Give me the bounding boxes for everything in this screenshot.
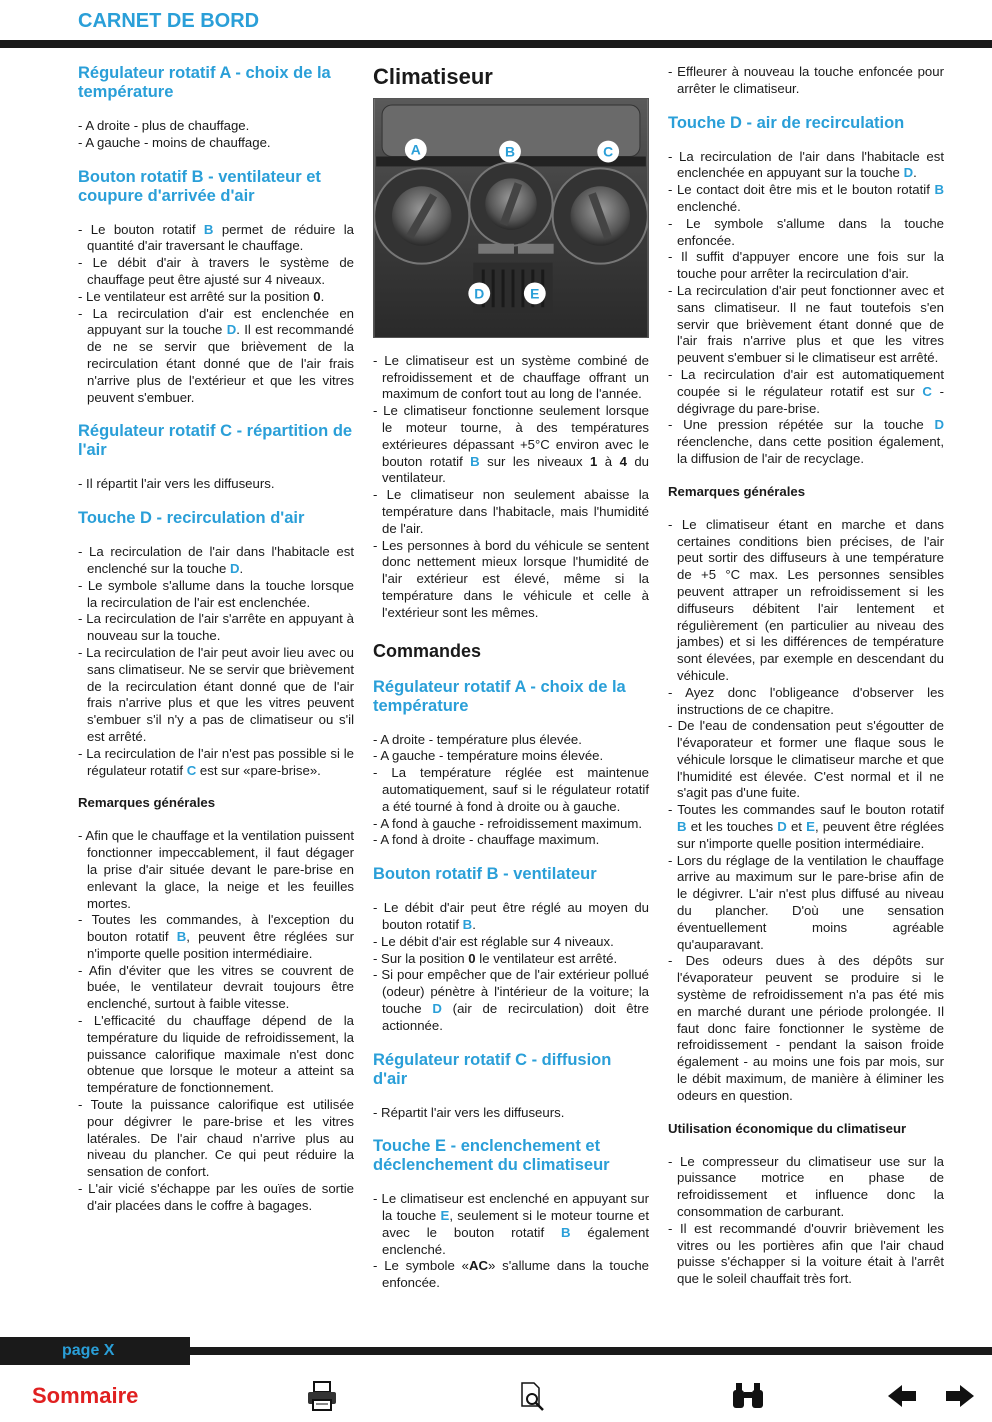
text-run: - La recirculation d'air est automatiquement coupée si le régulateur rotatif est sur	[668, 366, 944, 399]
photo-label-d: D	[474, 285, 485, 302]
list	[373, 1191, 649, 1292]
emphasis-text: B	[176, 929, 187, 945]
header-title: CARNET DE BORD	[78, 10, 260, 32]
list	[78, 544, 354, 779]
printer-icon[interactable]	[306, 1380, 338, 1412]
list-item	[668, 1154, 944, 1221]
list-item	[668, 182, 944, 216]
heading-bouton-b: Bouton rotatif B - ventilateur	[373, 865, 597, 884]
text-run: - A droite - température plus élevée.	[373, 731, 582, 747]
text-run: - Une pression répétée sur la touche	[668, 417, 935, 433]
text-run: sur les niveaux	[479, 453, 591, 469]
text-run: le ventilateur est arrêté.	[475, 950, 618, 966]
emphasis-text: 4	[619, 453, 627, 469]
text-run: - dégivrage du pare-brise.	[677, 383, 944, 416]
emphasis-text: AC	[468, 1258, 488, 1274]
emphasis-text: D	[432, 1000, 442, 1016]
list-item	[373, 832, 649, 849]
photo-label-a: A	[410, 141, 421, 158]
text-run: - L'efficacité du chauffage dépend de la température du liquide de refroidissement, la puissance calorifique maximale n'est donc obtenue que lorsque le moteur a atteint sa température de fonctionnement.	[78, 1013, 354, 1096]
text-run: - Le climatiseur non seulement abaisse la température dans l'habitacle, mais l'humidité de l'air.	[373, 487, 649, 536]
list-item	[78, 306, 354, 407]
heading-regulateur-a: Régulateur rotatif A - choix de la température	[373, 677, 626, 715]
text-run: - La recirculation de l'air peut avoir lieu avec ou sans climatiseur. Ne se servir que brièvement de la recirculation étant donné que de l'air frais n'arrive plus et que les vitres peuvent s'embuer s'il n'y a pas de climatiseur ou s'il est arrêté.	[78, 644, 354, 744]
text-run: - Si pour empêcher que de l'air extérieur pollué (odeur) pénètre à l'intérieur de la voiture; la touche	[373, 967, 649, 1016]
list-item	[373, 353, 649, 403]
text-run: .	[913, 165, 917, 181]
heading-regulateur-c: Régulateur rotatif C - répartition de l'air	[78, 422, 353, 460]
text-run: - La recirculation d'air peut fonctionner avec et sans climatiseur. Il ne faut toutefois s'en servir que brièvement étant donné que de l'air frais n'arrive plus et que les vitres peuvent s'embuer si le climatiseur est arrêté.	[668, 282, 944, 366]
list-item	[668, 149, 944, 183]
text-run: - Il répartit l'air vers les diffuseurs.	[78, 476, 275, 492]
text-run: - Le symbole s'allume dans la touche lorsque la recirculation de l'air est enclenchée.	[78, 577, 354, 610]
text-run: du ventilateur.	[382, 453, 649, 486]
text-run: - Afin d'éviter que les vitres se couvrent de buée, le ventilateur devrait toujours être enclenché, surtout à faible vitesse.	[78, 962, 354, 1012]
text-run: - Le débit d'air peut être réglé au moyen du bouton rotatif	[373, 900, 649, 932]
list-item	[78, 255, 354, 289]
list-item	[78, 578, 354, 612]
text-run: - L'air vicié s'échappe par les ouïes de sortie d'air placées dans le coffre à bagages.	[78, 1181, 354, 1213]
list-item	[373, 765, 649, 815]
list-item	[668, 417, 944, 467]
text-run: - Lors du réglage de la ventilation le chauffage arrive au maximum sur le pare-brise afin de le dégivrer. L'air n'est plus diffusé au niveau du plancher. D'où une sensation éventuellement moins agréable qu'auparavant.	[668, 852, 944, 952]
list-item	[373, 900, 649, 934]
list-item	[668, 953, 944, 1104]
list-item	[668, 685, 944, 719]
list-item	[668, 517, 944, 685]
arrow-left-icon[interactable]	[886, 1380, 918, 1412]
button-e-shape	[518, 244, 554, 254]
emphasis-text: E	[440, 1208, 450, 1224]
emphasis-text: D	[903, 165, 914, 181]
knob-a	[374, 168, 469, 263]
text-run: .	[239, 560, 244, 576]
text-run: - Le climatiseur étant en marche et dans certaines conditions bien précises, de l'air peut sortir des diffuseurs à une température de +5 °C max. Les personnes sensibles peuvent attraper un refroidissement si les diffuseurs débitent l'air lentement et régulièrement (en particulier au niveau des jambes) et si les différences de température sont élevées, par exemple en descendant du véhicule.	[668, 516, 944, 683]
emphasis-text: D	[934, 417, 944, 433]
text-run: , peuvent être réglées sur n'importe quelle position intermédiaire.	[677, 819, 945, 851]
text-run: - Sur la position	[373, 950, 469, 966]
section-title-commandes: Commandes	[373, 640, 482, 661]
text-run: - Répartit l'air vers les diffuseurs.	[373, 1104, 565, 1120]
text-run: - Le débit d'air est réglable sur 4 niveaux.	[373, 933, 614, 949]
list-item	[373, 967, 649, 1034]
heading-regulateur-c: Régulateur rotatif C - diffusion d'air	[373, 1050, 612, 1088]
text-run: et	[786, 819, 807, 835]
text-run: - Afin que le chauffage et la ventilation puissent fonctionner impeccablement, il faut dégager la prise d'air située devant le pare-brise en enlevant la glace, la neige et les feuilles mortes.	[78, 828, 354, 911]
heading-remarques: Remarques générales	[668, 483, 806, 499]
photo-label-e: E	[530, 285, 540, 302]
text-run: - Le compresseur du climatiseur use sur la puissance motrice en phase de refroidissement et influence donc la consommation de carburant.	[668, 1153, 944, 1220]
list-item	[668, 718, 944, 802]
text-run: est sur «pare-brise».	[196, 762, 321, 778]
emphasis-text: B	[677, 819, 687, 835]
column-2	[373, 64, 649, 1308]
list-item	[668, 283, 944, 367]
list	[668, 64, 944, 98]
list	[668, 517, 944, 1105]
list-item	[78, 222, 354, 256]
text-run: - Le bouton rotatif	[78, 221, 204, 237]
text-run: - A fond à droite - chauffage maximum.	[373, 832, 600, 848]
list-item	[668, 853, 944, 954]
list	[373, 732, 649, 850]
page-tab	[0, 1337, 190, 1365]
list-item	[373, 1105, 649, 1122]
text-run: réenclenche, dans cette position également, la diffusion de l'air de recyclage.	[677, 434, 944, 466]
search-document-icon[interactable]	[518, 1380, 546, 1412]
heading-utilisation: Utilisation économique du climatiseur	[668, 1120, 907, 1136]
list-item	[78, 746, 354, 780]
list-item	[668, 216, 944, 250]
emphasis-text: B	[470, 453, 480, 469]
button-d-shape	[478, 244, 514, 254]
text-run: - Le climatiseur est un système combiné de refroidissement et de chauffage offrant un maximum de confort tout au long de l'année.	[373, 352, 649, 402]
text-run: - Toutes les commandes, à l'exception du bouton rotatif	[78, 912, 354, 945]
list-item	[373, 748, 649, 765]
list-item	[373, 403, 649, 487]
list-item	[78, 645, 354, 746]
text-run: et les touches	[686, 819, 778, 835]
text-run: - La recirculation de l'air dans l'habitacle est enclenchée en appuyant sur la touche	[668, 148, 944, 181]
text-run: - Le symbole «	[373, 1258, 469, 1274]
text-run: - Le ventilateur est arrêté sur la position	[78, 288, 314, 304]
text-run: - A gauche - température moins élevée.	[373, 748, 604, 764]
text-run: , seulement si le moteur tourne et avec le bouton rotatif	[382, 1208, 649, 1240]
page-title: Climatiseur	[373, 64, 493, 89]
heading-touche-e: Touche E - enclenchement et déclenchement du climatiseur	[373, 1137, 610, 1175]
text-run: - La température réglée est maintenue automatiquement, sauf si le régulateur rotatif a été tourné à fond à droite ou à gauche.	[373, 765, 649, 814]
text-run: » s'allume dans la touche enfoncée.	[382, 1258, 649, 1291]
binoculars-icon[interactable]	[730, 1380, 766, 1412]
list-item	[78, 1097, 354, 1181]
text-run: - Le symbole s'allume dans la touche enfoncée.	[668, 215, 944, 248]
text-run: - Toutes les commandes sauf le bouton rotatif	[668, 802, 944, 818]
emphasis-text: E	[806, 819, 815, 835]
list-item	[78, 544, 354, 578]
emphasis-text: 0	[468, 950, 476, 966]
text-run: . Il est recommandé de ne se servir que brièvement de la recirculation étant donné que de l'air frais n'arrive plus de l'extérieur et que les vitres peuvent s'embuer.	[87, 322, 354, 405]
heading-remarques: Remarques générales	[78, 795, 216, 811]
list-item	[373, 1258, 649, 1292]
page-number: page X	[62, 1342, 115, 1359]
photo-label-c: C	[603, 143, 614, 160]
text-run: - A fond à gauche - refroidissement maximum.	[373, 815, 642, 831]
list-item	[373, 487, 649, 537]
list-item	[78, 828, 354, 912]
emphasis-text: 0	[313, 288, 321, 304]
text-run: .	[320, 288, 325, 304]
text-run: - De l'eau de condensation peut s'égoutter de l'évaporateur et former une flaque sous le véhicule lorsque le climatiseur marche et que l'humidité est élevée. C'est normal et il ne s'agit pas d'une fuite.	[668, 718, 944, 801]
list-item	[78, 963, 354, 1013]
emphasis-text: B	[203, 221, 214, 237]
emphasis-text: D	[777, 819, 787, 835]
emphasis-text: 1	[590, 453, 598, 469]
heading-bouton-b: Bouton rotatif B - ventilateur et coupure d'arrivée d'air	[78, 167, 321, 205]
list-item	[373, 951, 649, 968]
emphasis-text: B	[561, 1224, 571, 1240]
list	[668, 1154, 944, 1288]
text-run: - La recirculation de l'air dans l'habitacle est enclenché sur la touche	[78, 544, 354, 576]
list-item	[78, 1013, 354, 1097]
text-run: - Il est recommandé d'ouvrir brièvement les vitres ou les portières afin que l'air chaud puisse s'échapper si la voiture était à l'arrêt que le soleil chauffait très fort.	[668, 1220, 944, 1287]
list-item	[78, 611, 354, 645]
column-3	[668, 64, 944, 1304]
heading-regulateur-a: Régulateur rotatif A - choix de la température	[78, 64, 331, 101]
photo-label-b: B	[504, 143, 516, 160]
text-run: .	[472, 916, 476, 932]
list-item	[668, 249, 944, 283]
heading-touche-d: Touche D - recirculation d'air	[78, 509, 305, 528]
heading-touche-d: Touche D - air de recirculation	[668, 113, 905, 132]
list-item	[78, 289, 354, 306]
footer-bar	[190, 1347, 992, 1355]
emphasis-text: C	[922, 383, 932, 399]
list-item	[78, 476, 354, 493]
list-item	[668, 802, 944, 852]
list-item	[78, 912, 354, 962]
text-run: - Il suffit d'appuyer encore une fois sur la touche pour arrêter la recirculation d'air.	[668, 249, 944, 282]
list	[373, 1105, 649, 1122]
arrow-right-icon[interactable]	[944, 1380, 976, 1412]
text-run: - Ayez donc l'obligeance d'observer les instructions de ce chapitre.	[668, 684, 944, 717]
text-run: enclenché.	[677, 198, 741, 214]
list-item	[668, 367, 944, 417]
emphasis-text: D	[229, 560, 240, 576]
text-run: - A gauche - moins de chauffage.	[78, 134, 271, 150]
list	[78, 828, 354, 1214]
column-1	[78, 64, 354, 1231]
text-run: , peuvent être réglées sur n'importe quelle position intermédiaire.	[87, 929, 354, 961]
list	[78, 118, 354, 152]
list	[78, 476, 354, 493]
list	[668, 149, 944, 468]
header-bar	[0, 40, 992, 48]
list	[78, 222, 354, 407]
list	[373, 353, 649, 622]
list-item	[373, 816, 649, 833]
text-run: - Le climatiseur est enclenché en appuyant sur la touche	[373, 1191, 649, 1224]
list-item	[668, 1221, 944, 1288]
list-item	[78, 118, 354, 135]
sommaire-link[interactable]: Sommaire	[32, 1383, 139, 1408]
text-run: - La recirculation de l'air n'est pas possible si le régulateur rotatif	[78, 745, 354, 778]
text-run: permet de réduire la quantité d'air traversant le chauffage.	[87, 221, 354, 254]
knob-c	[553, 168, 648, 263]
list	[373, 900, 649, 1034]
emphasis-text: B	[462, 916, 473, 932]
text-run: - Des odeurs dues à des dépôts sur l'évaporateur peuvent se produire si le système de refroidissement n'a pas été mis en marché durant une période prolongée. Il faut donc faire fonctionner le système de refroidissement - pendant la saison froide également - au moins une fois par mois, sur le débit maximum, de manière à éliminer les odeurs en question.	[668, 953, 944, 1103]
text-run: - Le climatiseur fonctionne seulement lorsque le moteur tourne, à des températures extérieures dépassant +5°C environ avec le bouton rotatif	[373, 403, 649, 469]
text-run: - La recirculation d'air est enclenchée en appuyant sur la touche	[78, 305, 354, 338]
knob-b	[469, 162, 552, 245]
list-item	[373, 732, 649, 749]
list-item	[78, 135, 354, 152]
list-item	[373, 538, 649, 622]
emphasis-text: B	[934, 182, 944, 198]
text-run: à	[597, 453, 620, 469]
climate-panel-photo	[373, 98, 649, 338]
list-item	[78, 1181, 354, 1215]
list-item	[373, 934, 649, 951]
text-run: - Le contact doit être mis et le bouton rotatif	[668, 182, 935, 198]
text-run: également enclenché.	[382, 1224, 650, 1257]
emphasis-text: C	[186, 762, 197, 778]
text-run: - Toute la puissance calorifique est utilisée pour dégivrer le pare-brise et les vitres latérales. De l'air chaud n'arrive plus au niveau du plancher. Ce qui peut réduire la sensation de confort.	[78, 1097, 354, 1180]
text-run: - A droite - plus de chauffage.	[78, 118, 250, 133]
text-run: - Effleurer à nouveau la touche enfoncée pour arrêter le climatiseur.	[668, 64, 944, 96]
list-item	[373, 1191, 649, 1258]
text-run: (air de recirculation) doit être actionnée.	[382, 1000, 649, 1033]
emphasis-text: D	[226, 322, 237, 338]
text-run: - Les personnes à bord du véhicule se sentent donc nettement mieux lorsque l'humidité de l'air extérieur est élevé, même si la température dans le véhicule et celle à l'extérieur sont les mêmes.	[373, 537, 649, 620]
list-item	[668, 64, 944, 98]
text-run: - La recirculation de l'air s'arrête en appuyant à nouveau sur la touche.	[78, 611, 354, 644]
text-run: - Le débit d'air à travers le système de chauffage peut être ajusté sur 4 niveaux.	[78, 255, 354, 287]
